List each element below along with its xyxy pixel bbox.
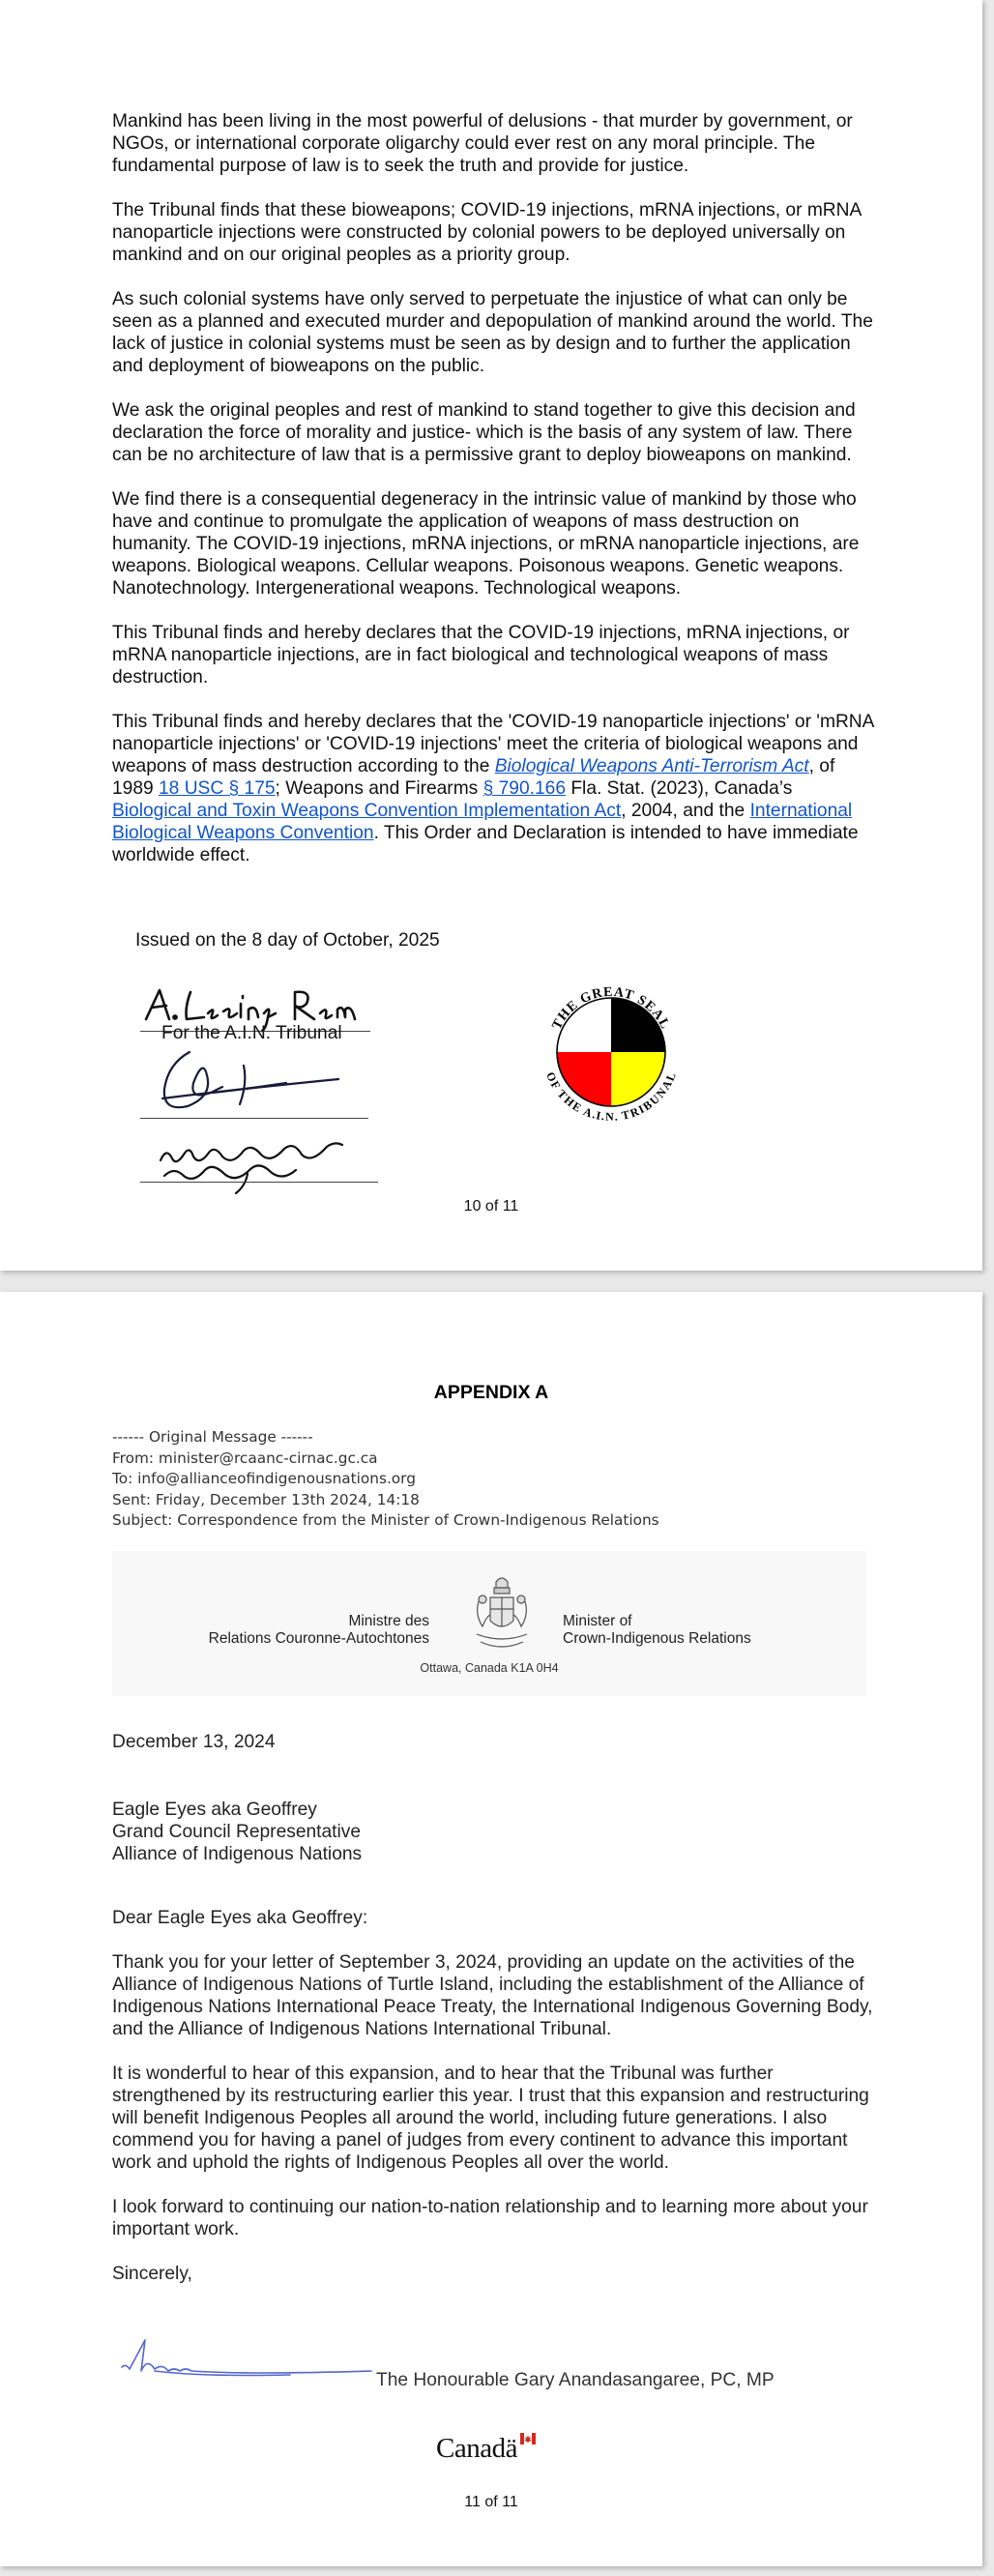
- email-sent: Sent: Friday, December 13th 2024, 14:18: [112, 1490, 420, 1508]
- canada-wordmark: Canadä: [436, 2433, 517, 2464]
- letterhead-french-line-1: Ministre des: [348, 1613, 429, 1629]
- page-number-11: 11 of 11: [464, 2494, 518, 2510]
- letterhead-english-line-2: Crown-Indigenous Relations: [563, 1630, 751, 1647]
- signature-scribble-2: [155, 1044, 348, 1122]
- letterhead-address: Ottawa, Canada K1A 0H4: [420, 1661, 559, 1675]
- letter-date: December 13, 2024: [112, 1732, 276, 1752]
- btwc-implementation-act-link[interactable]: Biological and Toxin Weapons Convention Implementation Act: [112, 801, 622, 821]
- seal-bottom-text: OF THE A.I.N. TRIBUNAL: [543, 1069, 679, 1124]
- criteria-text-3: ; Weapons and Firearms: [275, 778, 483, 799]
- letter-closing: Sincerely,: [112, 2264, 192, 2284]
- email-to: To: info@allianceofindigenousnations.org: [112, 1470, 416, 1487]
- criteria-text-5: , 2004, and the: [621, 801, 750, 821]
- letter-body: [112, 1951, 876, 2285]
- letterhead-french-line-2: Relations Couronne-Autochtones: [208, 1630, 429, 1647]
- criteria-text-2: , of 1989: [112, 756, 835, 799]
- coat-of-arms-icon: [471, 1572, 533, 1655]
- signature-caption: For the A.I.N. Tribunal: [161, 1023, 342, 1043]
- letterhead-english-line-1: Minister of: [563, 1613, 632, 1629]
- document-page-10: [0, 0, 982, 1271]
- email-header: [112, 1427, 866, 1532]
- signatory-name: The Honourable Gary Anandasangaree, PC, MP: [376, 2370, 775, 2390]
- recipient-name: Eagle Eyes aka Geoffrey: [112, 1800, 317, 1820]
- recipient-organization: Alliance of Indigenous Nations: [112, 1844, 363, 1864]
- email-from: From: minister@rcaanc-cirnac.gc.ca: [112, 1449, 378, 1467]
- letter-paragraph-expansion: It is wonderful to hear of this expansion, and to hear that the Tribunal was further strengthened by its restructuring earlier this year. I trust that this expansion and restructuring will benefit Indigenous Peoples all around the world, including future generations. I also commend you for having a panel of judges from every continent to advance this important work and uphold the rights of Indigenous Peoples all over the world.: [112, 2064, 869, 2173]
- great-seal-emblem: [534, 975, 688, 1129]
- biological-weapons-act-link[interactable]: Biological Weapons Anti-Terrorism Act: [494, 756, 809, 776]
- biological-weapons-convention-link[interactable]: International Biological Weapons Convention: [112, 801, 853, 843]
- paragraph-bioweapons: The Tribunal finds that these bioweapons; COVID-19 injections, mRNA injections, or mRNA nanoparticle injections were constructed by colonial powers to be deployed universally on mankind and on our original peoples as a priority group.: [112, 200, 862, 265]
- paragraph-delusions: Mankind has been living in the most powerful of delusions - that murder by government, or NGOs, or international corporate oligarchy could ever rest on any moral principle. The fundamental purpose of law is to seek the truth and provide for justice.: [112, 111, 853, 176]
- appendix-title: APPENDIX A: [433, 1382, 549, 1403]
- criteria-text-6: . This Order and Declaration is intended to have immediate worldwide effect.: [112, 823, 859, 865]
- signature-line-3: [140, 1182, 378, 1183]
- fla-stat-790-link[interactable]: § 790.166: [482, 778, 566, 799]
- paragraph-degeneracy: We find there is a consequential degeneracy in the intrinsic value of mankind by those who have and continue to promulgate the application of weapons of mass destruction on humanity. The COVID-19 injections, mRNA injections, or mRNA nanoparticle injections, are weapons. Biological weapons. Cellular weapons. Poisonous weapons. Genetic weapons. Nanotechnology. Intergenerational weapons. Technological weapons.: [112, 489, 860, 599]
- letter-paragraph-thanks: Thank you for your letter of September 3, 2024, providing an update on the activities of the Alliance of Indigenous Nations of Turtle Island, including the establishment of the Alliance of Indigenous Nations International Peace Treaty, the International Indigenous Governing Body, and the Alliance of Indigenous Nations International Tribunal.: [112, 1952, 873, 2039]
- paragraph-declaration: This Tribunal finds and hereby declares that the COVID-19 injections, mRNA injections, or mRNA nanoparticle injections, are in fact biological and technological weapons of mass destruction.: [112, 623, 850, 688]
- minister-signature: [116, 2334, 377, 2383]
- paragraph-stand-together: We ask the original peoples and rest of mankind to stand together to give this decision and declaration the force of morality and justice- which is the basis of any system of law. There can be no architecture of law that is a permissive grant to deploy bioweapons on mankind.: [112, 400, 856, 465]
- tribunal-declaration-text: [112, 110, 874, 866]
- document-page-11: [0, 1292, 982, 2566]
- signature-line-2: [140, 1118, 368, 1119]
- letter-paragraph-forward: I look forward to continuing our nation-to-nation relationship and to learning more about your important work.: [112, 2197, 868, 2239]
- paragraph-colonial-systems: As such colonial systems have only served to perpetuate the injustice of what can only be seen as a planned and executed murder and depopulation of mankind around the world. The lack of justice in colonial systems must be seen as by design and to further the application and deployment of bioweapons on the public.: [112, 289, 873, 376]
- signature-scribble-3: [155, 1137, 348, 1195]
- email-subject: Subject: Correspondence from the Minister of Crown-Indigenous Relations: [112, 1511, 659, 1529]
- issued-date: Issued on the 8 day of October, 2025: [135, 930, 440, 951]
- recipient-title: Grand Council Representative: [112, 1822, 362, 1842]
- canada-flag-icon: [520, 2433, 536, 2444]
- criteria-text-1: This Tribunal finds and hereby declares that the 'COVID-19 nanoparticle injections' or 'mRNA nanoparticle injections' or 'COVID-19 injections' meet the criteria of biological weapons and weapons of mass destruction according to the: [112, 712, 874, 776]
- salutation: Dear Eagle Eyes aka Geoffrey:: [112, 1908, 368, 1928]
- recipient-block: [112, 1799, 876, 1865]
- original-message-line: ------ Original Message ------: [112, 1428, 313, 1446]
- usc-175-link[interactable]: 18 USC § 175: [159, 778, 276, 799]
- seal-top-text: THE GREAT SEAL: [549, 984, 673, 1033]
- minister-letterhead: [112, 1551, 866, 1696]
- criteria-text-4: Fla. Stat. (2023), Canada’s: [566, 778, 793, 799]
- letterhead-english: [563, 1613, 751, 1648]
- letterhead-french: [209, 1613, 429, 1648]
- paragraph-criteria: [112, 711, 874, 866]
- page-number-10: 10 of 11: [463, 1198, 519, 1215]
